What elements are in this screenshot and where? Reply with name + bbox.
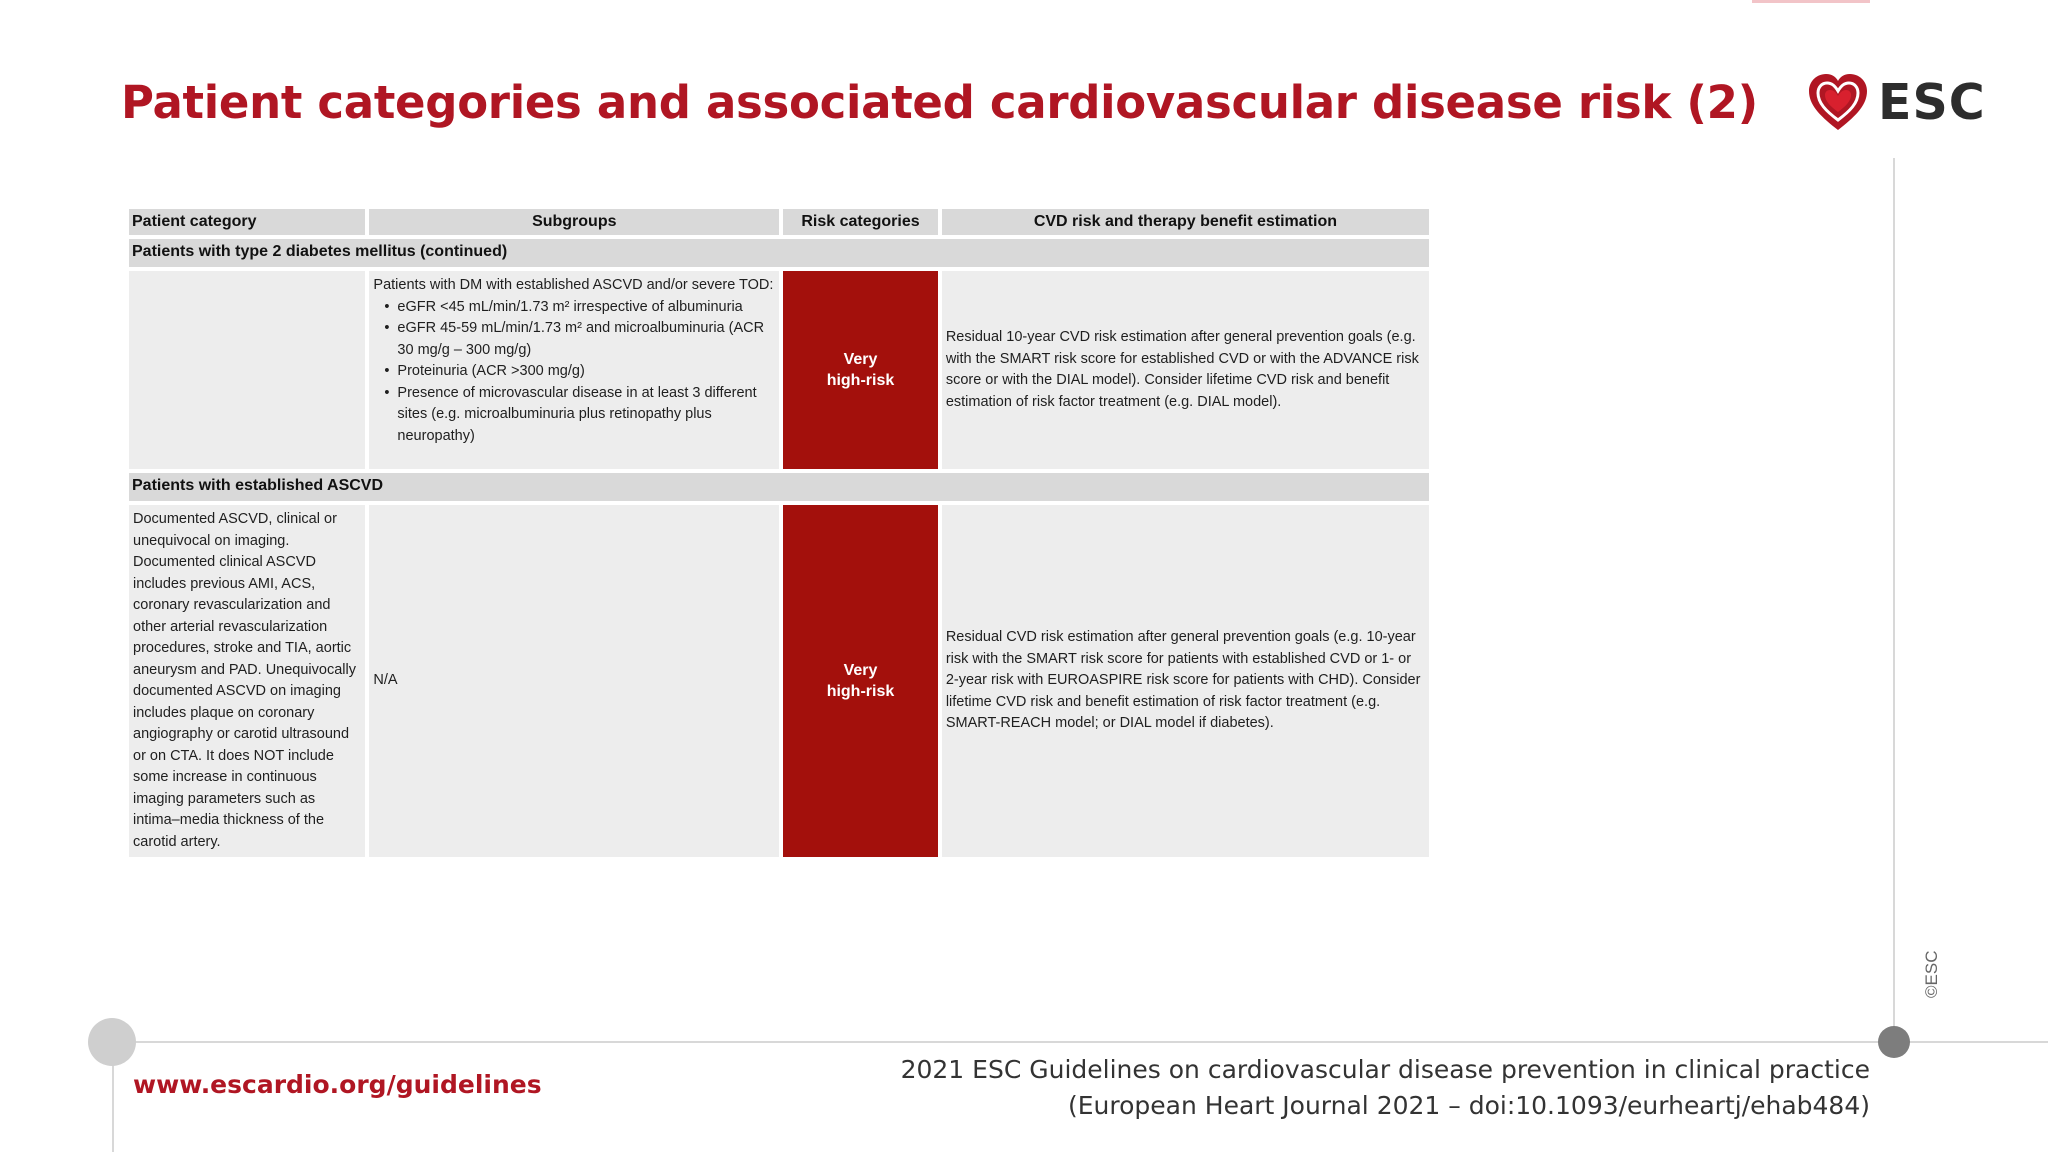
header-risk-categories: Risk categories bbox=[783, 209, 938, 235]
table-header-row bbox=[129, 209, 1429, 235]
cell-patient-category bbox=[129, 271, 365, 469]
website-link[interactable]: www.escardio.org/guidelines bbox=[133, 1070, 542, 1099]
risk-table bbox=[125, 205, 1433, 861]
cell-risk-estimation: Residual CVD risk estimation after general prevention goals (e.g. 10-year risk with the SMART risk score for patients with established CVD or 1- or 2-year risk with EUROASPIRE risk score for patients with CHD). Consider lifetime CVD risk and benefit estimation of risk factor treatment (e.g. SMART-REACH model; or DIAL model if diabetes). bbox=[942, 505, 1429, 857]
citation-line-1: 2021 ESC Guidelines on cardiovascular disease prevention in clinical practice bbox=[900, 1055, 1870, 1084]
subgroup-intro: Patients with DM with established ASCVD and/or severe TOD: bbox=[373, 277, 774, 293]
top-accent-bar bbox=[1752, 0, 1870, 3]
decor-dot-right bbox=[1878, 1026, 1910, 1058]
copyright-label: ©ESC bbox=[1922, 950, 1941, 998]
heart-icon bbox=[1806, 72, 1870, 136]
right-divider bbox=[1893, 158, 1895, 1042]
cell-subgroups bbox=[369, 271, 779, 469]
header-subgroups: Subgroups bbox=[369, 209, 779, 235]
list-item: • eGFR 45-59 mL/min/1.73 m² and microalbuminuria (ACR 30 mg/g – 300 mg/g) bbox=[397, 318, 775, 361]
section-title-diabetes: Patients with type 2 diabetes mellitus (continued) bbox=[129, 239, 1429, 267]
logo-text: ESC bbox=[1878, 74, 1986, 131]
section-row-ascvd bbox=[129, 473, 1429, 501]
cell-risk-estimation: Residual 10-year CVD risk estimation after general prevention goals (e.g. with the SMART risk score for established CVD or with the ADVANCE risk score or with the DIAL model). Consider lifetime CVD risk and benefit estimation of risk factor treatment (e.g. DIAL model). bbox=[942, 271, 1429, 469]
citation-line-2: (European Heart Journal 2021 – doi:10.1093/eurheartj/ehab484) bbox=[1067, 1091, 1870, 1120]
table-row bbox=[129, 271, 1429, 469]
cell-patient-category: Documented ASCVD, clinical or unequivocal on imaging. Documented clinical ASCVD includes previous AMI, ACS, coronary revascularization and other arterial revascularization procedures, stroke and TIA, aortic aneurysm and PAD. Unequivocally documented ASCVD on imaging includes plaque on coronary angiography or carotid ultrasound or on CTA. It does NOT include some increase in continuous imaging parameters such as intima–media thickness of the carotid artery. bbox=[129, 505, 365, 857]
cell-subgroups: N/A bbox=[369, 505, 779, 857]
list-item: • Presence of microvascular disease in at least 3 different sites (e.g. microalbuminuria plus retinopathy plus neuropathy) bbox=[397, 383, 775, 448]
risk-badge: Very high-risk bbox=[783, 505, 938, 857]
header-patient-category: Patient category bbox=[129, 209, 365, 235]
decor-dot-left bbox=[88, 1018, 136, 1066]
section-title-ascvd: Patients with established ASCVD bbox=[129, 473, 1429, 501]
esc-logo bbox=[1806, 72, 1986, 136]
header-cvd-risk-estimation: CVD risk and therapy benefit estimation bbox=[942, 209, 1429, 235]
list-item: • Proteinuria (ACR >300 mg/g) bbox=[397, 361, 775, 383]
slide-title: Patient categories and associated cardiovascular disease risk (2) bbox=[121, 76, 1758, 129]
section-row-diabetes bbox=[129, 239, 1429, 267]
footer-divider bbox=[112, 1041, 2048, 1043]
risk-badge: Very high-risk bbox=[783, 271, 938, 469]
citation bbox=[901, 1052, 1870, 1124]
subgroup-list bbox=[373, 297, 775, 448]
table-row bbox=[129, 505, 1429, 857]
list-item: • eGFR <45 mL/min/1.73 m² irrespective of albuminuria bbox=[397, 297, 775, 319]
